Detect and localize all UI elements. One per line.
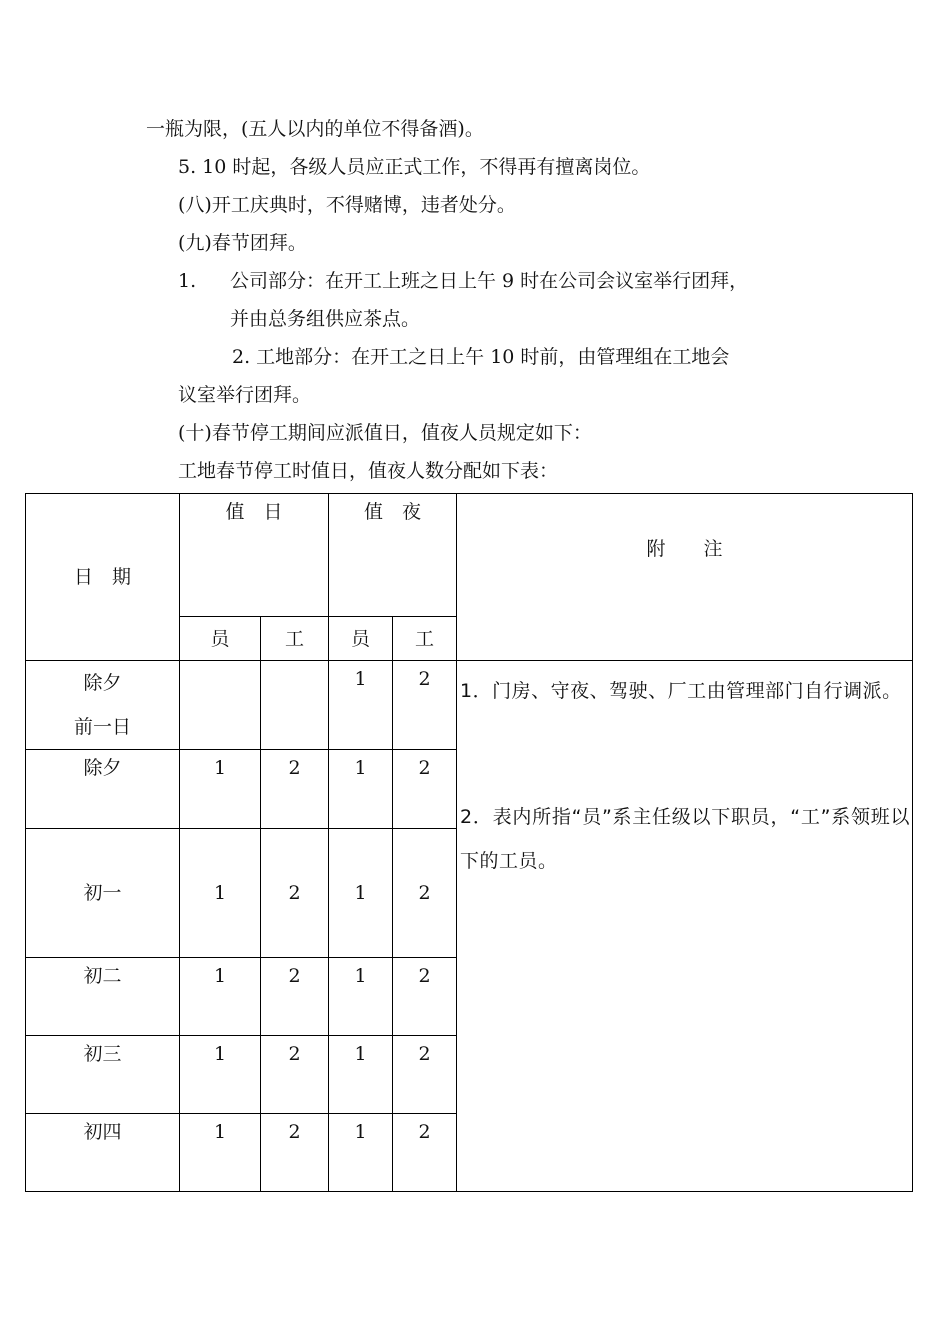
note-1: 1．门房、守夜、驾驶、厂工由管理部门自行调派。 (460, 680, 902, 702)
date-cell (26, 1114, 180, 1192)
header-day-worker-label: 工 (284, 627, 304, 650)
night-worker-cell: 2 (393, 1114, 457, 1192)
day-worker-cell: 2 (261, 1036, 329, 1114)
header-night-worker-label: 工 (414, 627, 434, 650)
day-staff-cell: 1 (180, 829, 261, 958)
day-worker-cell: 2 (261, 829, 329, 958)
paragraph-2: 5. 10 时起，各级人员应正式工作，不得再有擅离岗位。 (178, 156, 651, 178)
date-line-1: 除夕 (83, 672, 122, 694)
header-duty-night-label: 值 夜 (363, 501, 421, 523)
header-night-worker (393, 617, 457, 661)
table-row (26, 661, 913, 750)
night-worker-cell: 2 (393, 1036, 457, 1114)
day-staff-cell: 1 (180, 750, 261, 829)
date-line-1: 初二 (83, 965, 122, 987)
paragraph-4: (九)春节团拜。 (178, 232, 307, 254)
date-cell (26, 829, 180, 958)
date-line-1: 初一 (83, 882, 122, 904)
day-worker-cell: 2 (261, 750, 329, 829)
date-line-1: 初四 (83, 1121, 122, 1143)
day-staff-cell (180, 661, 261, 750)
header-day-staff-label: 员 (210, 627, 230, 650)
header-note (457, 494, 913, 661)
header-duty-day-label: 值 日 (225, 501, 283, 523)
header-date-label: 日 期 (73, 566, 131, 588)
night-staff-cell: 1 (329, 661, 393, 750)
header-duty-day (180, 494, 329, 617)
paragraph-6: 并由总务组供应茶点。 (230, 308, 421, 330)
paragraph-1: 一瓶为限，(五人以内的单位不得备酒)。 (146, 118, 484, 140)
night-staff-cell: 1 (329, 1036, 393, 1114)
notes-cell (457, 661, 913, 1192)
header-day-staff (180, 617, 261, 661)
paragraph-9: (十)春节停工期间应派值日，值夜人员规定如下： (178, 422, 592, 444)
paragraph-5-number: 1. (178, 270, 197, 292)
day-worker-cell: 2 (261, 1114, 329, 1192)
paragraph-5: 公司部分：在开工上班之日上午 9 时在公司会议室举行团拜， (230, 270, 749, 292)
night-worker-cell: 2 (393, 750, 457, 829)
paragraph-3: (八)开工庆典时，不得赌博，违者处分。 (178, 194, 516, 216)
night-staff-cell: 1 (329, 829, 393, 958)
header-note-label: 附 注 (646, 538, 723, 560)
date-cell (26, 661, 180, 750)
paragraph-10: 工地春节停工时值日，值夜人数分配如下表： (178, 460, 559, 482)
day-staff-cell: 1 (180, 1114, 261, 1192)
paragraph-8: 议室举行团拜。 (178, 384, 312, 406)
date-cell (26, 958, 180, 1036)
duty-table (25, 493, 913, 1192)
date-line-1: 初三 (83, 1043, 122, 1065)
date-cell (26, 1036, 180, 1114)
date-line-2: 前一日 (73, 716, 131, 738)
night-worker-cell: 2 (393, 829, 457, 958)
paragraph-7: 2. 工地部分：在开工之日上午 10 时前，由管理组在工地会 (232, 346, 730, 368)
day-worker-cell (261, 661, 329, 750)
day-staff-cell: 1 (180, 958, 261, 1036)
night-worker-cell: 2 (393, 958, 457, 1036)
day-staff-cell: 1 (180, 1036, 261, 1114)
header-day-worker (261, 617, 329, 661)
day-worker-cell: 2 (261, 958, 329, 1036)
header-duty-night (329, 494, 457, 617)
header-night-staff (329, 617, 393, 661)
night-staff-cell: 1 (329, 750, 393, 829)
date-line-1: 除夕 (83, 757, 122, 779)
note-2: 2．表内所指“员”系主任级以下职员，“工”系领班以下的工员。 (460, 806, 910, 872)
night-worker-cell: 2 (393, 661, 457, 750)
night-staff-cell: 1 (329, 958, 393, 1036)
date-cell (26, 750, 180, 829)
header-date (26, 494, 180, 661)
header-night-staff-label: 员 (350, 627, 370, 650)
night-staff-cell: 1 (329, 1114, 393, 1192)
